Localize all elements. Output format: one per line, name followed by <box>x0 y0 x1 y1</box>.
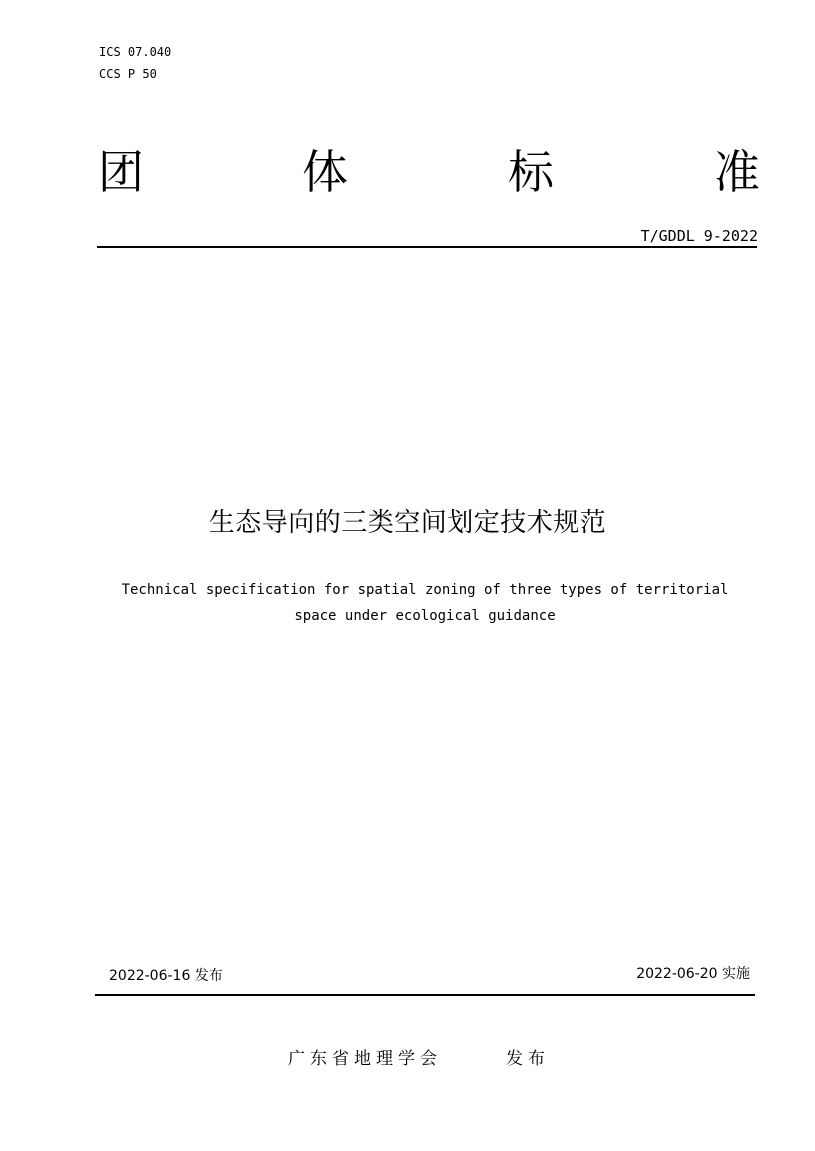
classification-codes <box>99 41 171 85</box>
title-english <box>60 577 790 629</box>
issue-date: 2022-06-16 发布 <box>109 968 223 984</box>
standard-type-heading <box>98 142 762 202</box>
footer-divider <box>95 994 755 996</box>
ccs-code: CCS P 50 <box>99 67 157 81</box>
implementation-date: 2022-06-20 实施 <box>636 966 750 982</box>
standard-type-char-2: 体 <box>302 145 348 199</box>
standard-type-char-4: 准 <box>714 145 760 199</box>
publisher-name: 广东省地理学会 <box>288 1049 442 1069</box>
title-chinese: 生态导向的三类空间划定技术规范 <box>208 508 607 538</box>
publish-label: 发布 <box>506 1049 550 1069</box>
standard-number: T/GDDL 9-2022 <box>640 227 758 245</box>
standard-type-char-1: 团 <box>98 145 144 199</box>
standard-type-char-3: 标 <box>508 145 554 199</box>
ics-code: ICS 07.040 <box>99 45 172 59</box>
title-english-line-2: space under ecological guidance <box>294 608 556 624</box>
title-english-line-1: Technical specification for spatial zoning of three types of territorial <box>121 582 729 598</box>
header-divider <box>97 246 757 248</box>
